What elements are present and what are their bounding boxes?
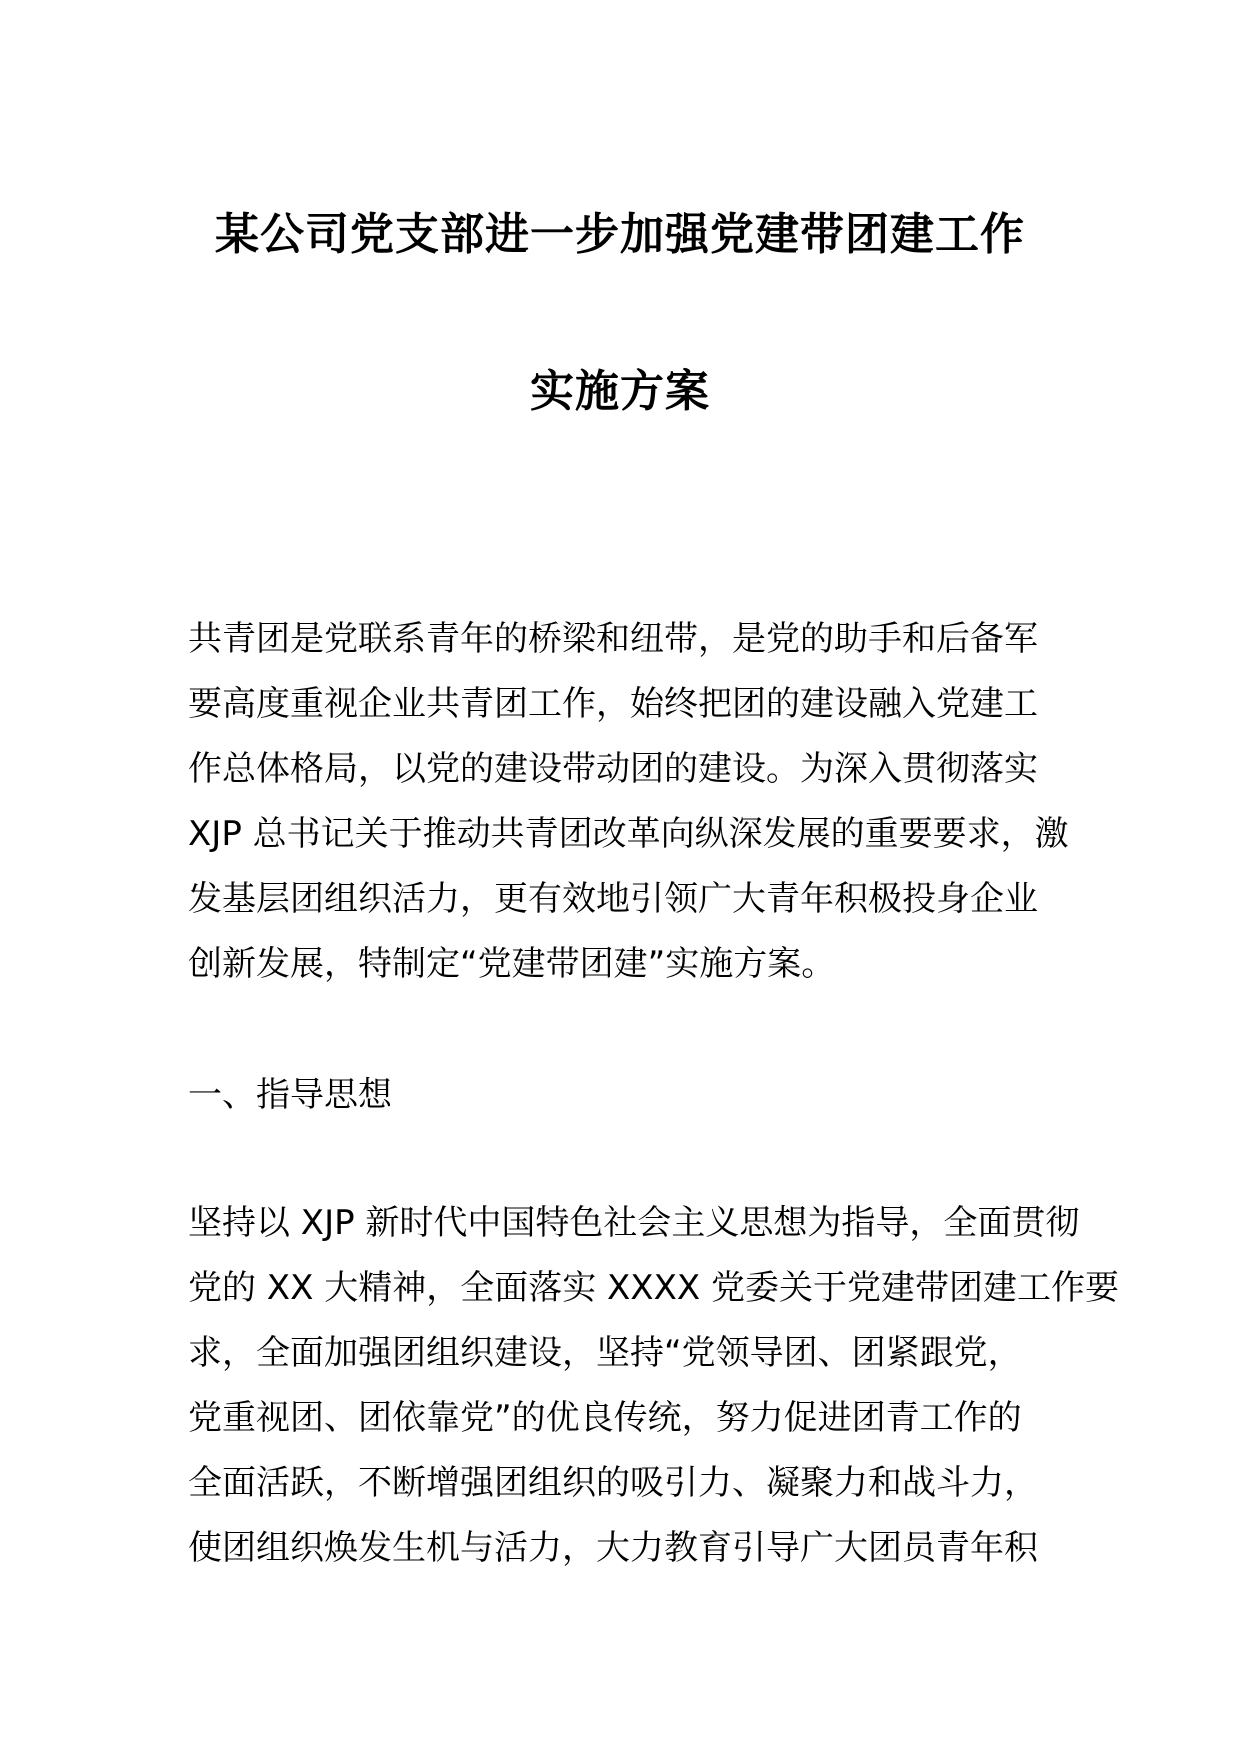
paragraph-line: 作总体格局，以党的建设带动团的建设。为深入贯彻落实 xyxy=(188,749,1038,789)
paragraph-line: 党重视团、团依靠党”的优良传统，努力促进团青工作的 xyxy=(188,1398,1022,1438)
section-heading-text: 一、指导思想 xyxy=(188,1075,392,1115)
document-title-line-1: 某公司党支部进一步加强党建带团建工作 xyxy=(215,209,1025,260)
paragraph-line: 求，全面加强团组织建设，坚持“党领导团、团紧跟党， xyxy=(188,1333,1022,1373)
paragraph-line: 党的 XX 大精神，全面落实 XXXX 党委关于党建带团建工作要 xyxy=(188,1268,1119,1308)
paragraph-line: 共青团是党联系青年的桥梁和纽带，是党的助手和后备军 xyxy=(188,619,1038,659)
paragraph-line: 全面活跃，不断增强团组织的吸引力、凝聚力和战斗力， xyxy=(188,1463,1038,1503)
document-title-line-2: 实施方案 xyxy=(530,366,710,417)
paragraph-line: 要高度重视企业共青团工作，始终把团的建设融入党建工 xyxy=(188,684,1038,724)
paragraph-line: 创新发展，特制定“党建带团建”实施方案。 xyxy=(188,944,836,984)
paragraph-line: 使团组织焕发生机与活力，大力教育引导广大团员青年积 xyxy=(188,1528,1038,1568)
paragraph-line: 坚持以 XJP 新时代中国特色社会主义思想为指导，全面贯彻 xyxy=(188,1203,1080,1243)
section-paragraph xyxy=(188,1191,1119,1581)
intro-paragraph xyxy=(188,607,1068,997)
section-heading xyxy=(188,1063,1068,1128)
paragraph-line: XJP 总书记关于推动共青团改革向纵深发展的重要要求，激 xyxy=(188,814,1069,854)
paragraph-line: 发基层团组织活力，更有效地引领广大青年积极投身企业 xyxy=(188,879,1038,919)
